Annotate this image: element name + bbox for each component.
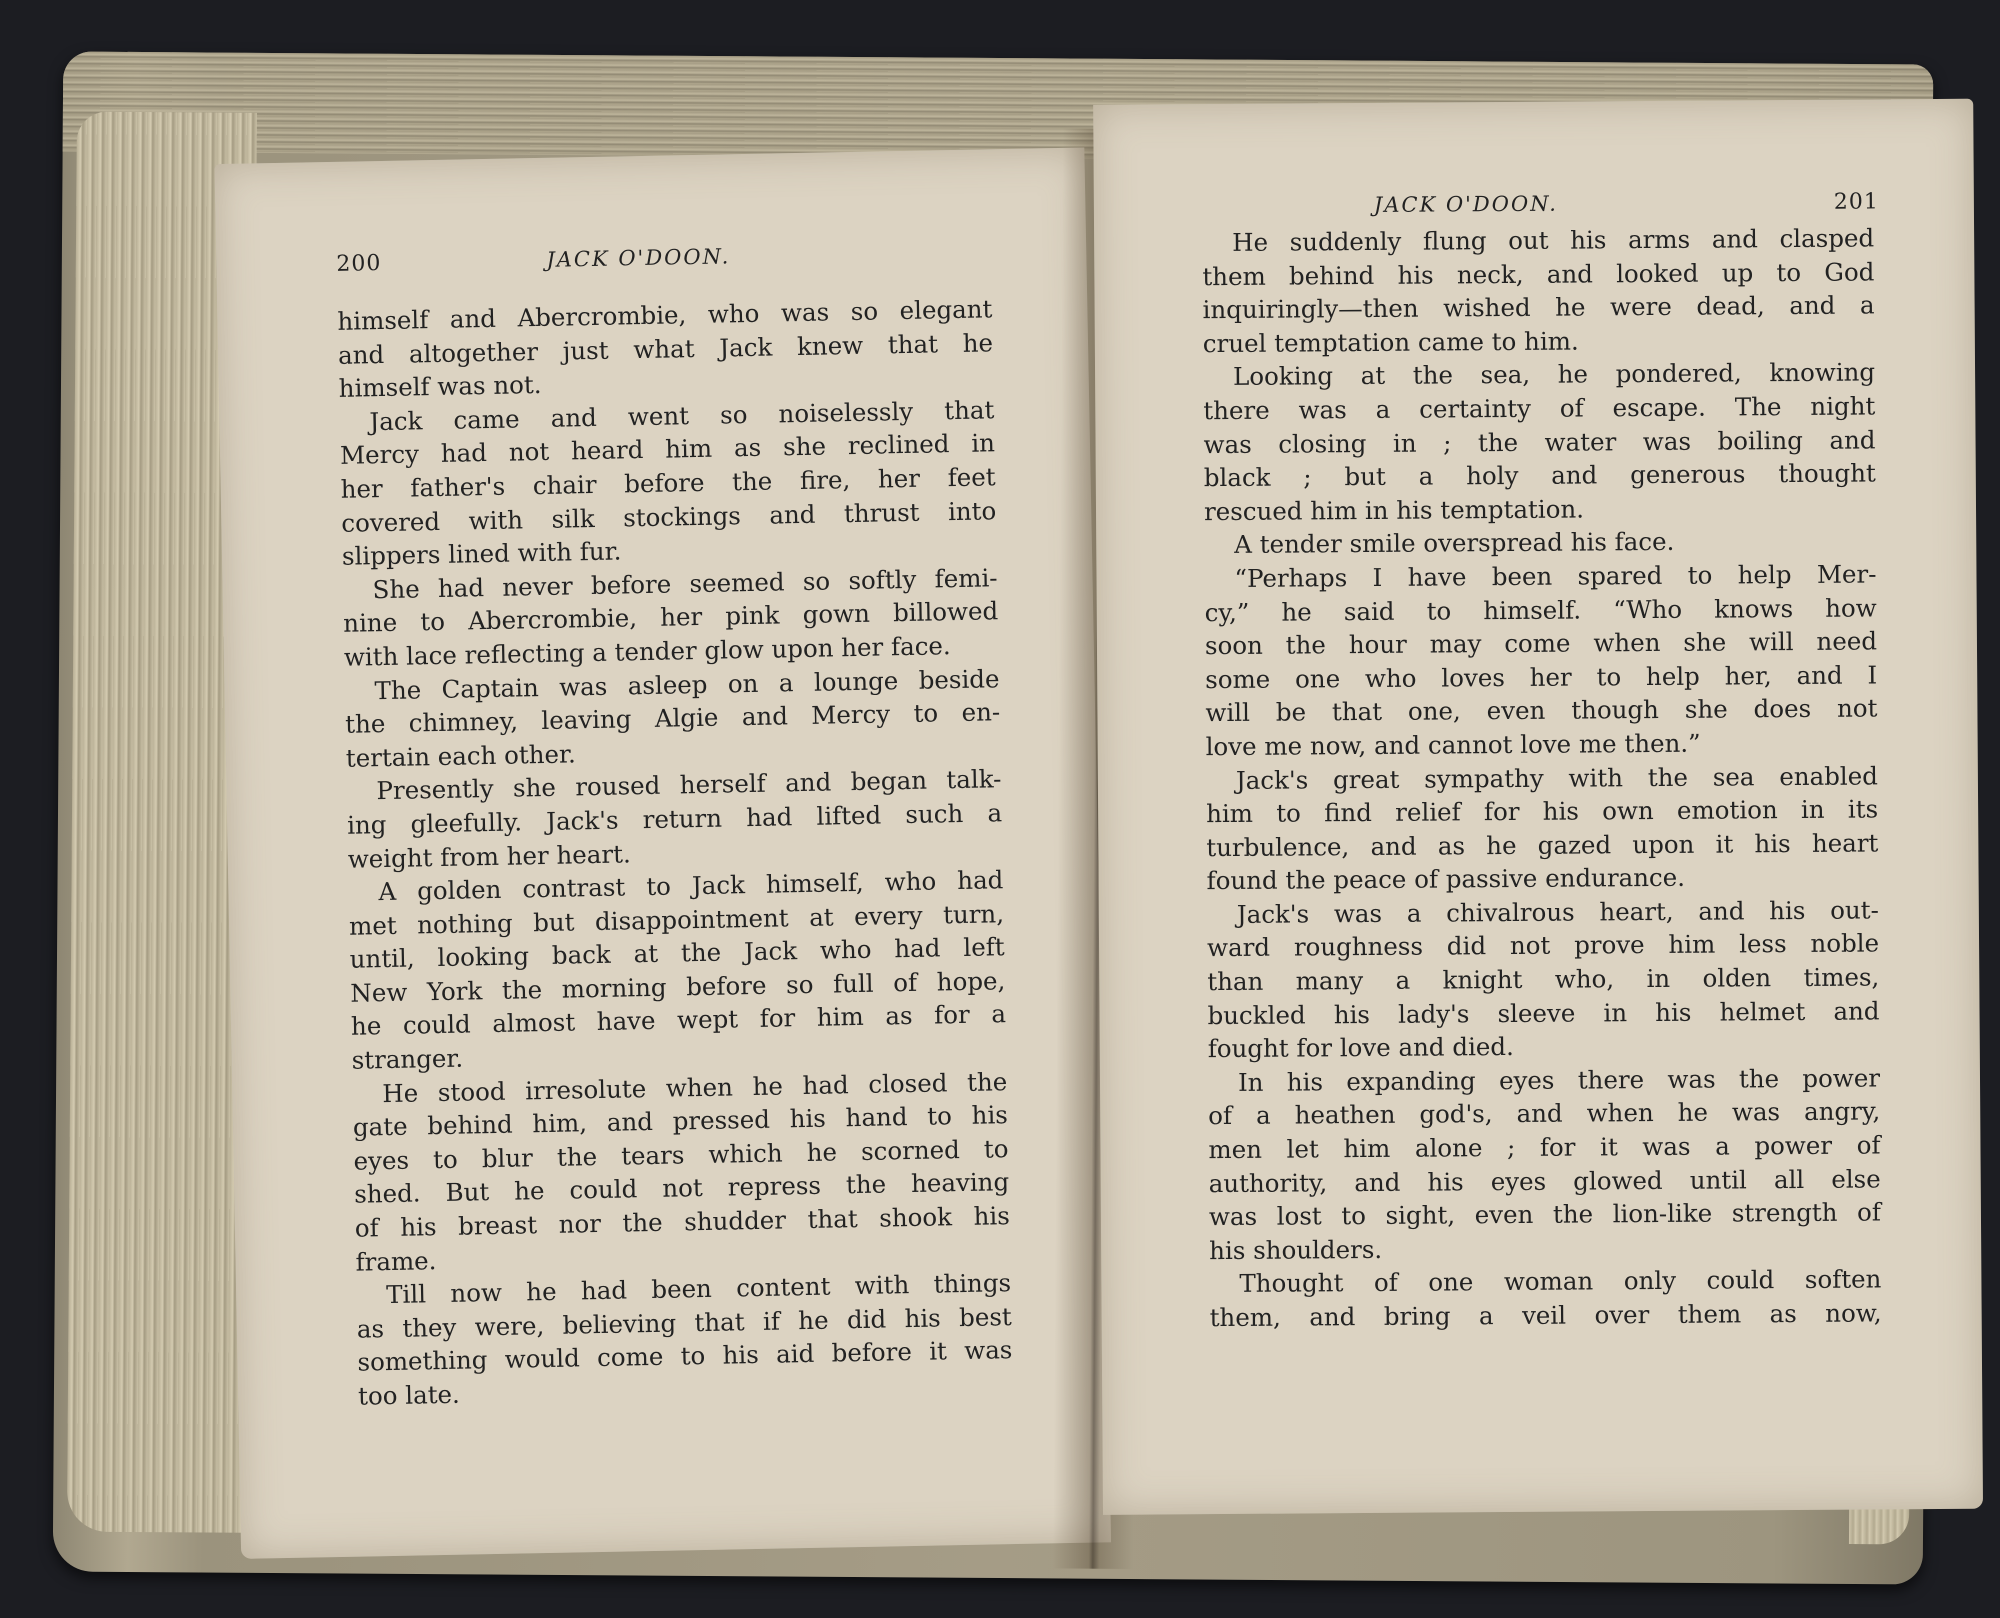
text-line: them behind his neck, and looked up to God [1202, 257, 1875, 291]
text-line: Looking at the sea, he pondered, knowing [1232, 357, 1876, 392]
text-line: his shoulders. [1209, 1234, 1383, 1265]
text-line: Jack's great sympathy with the sea enabled [1235, 760, 1878, 795]
text-line: too late. [357, 1379, 461, 1411]
text-line: slippers lined with fur. [341, 536, 622, 571]
text-line: him to find relief for his own emotion in its [1206, 794, 1879, 829]
text-line: something would come to his aid before it was [357, 1335, 1013, 1378]
page-number: 200 [336, 250, 382, 277]
text-line: In his expanding eyes there was the power [1237, 1063, 1881, 1097]
text-line: nine to Abercrombie, her pink gown billowed [343, 596, 999, 639]
text-line: her father's chair before the fire, her feet [340, 462, 996, 504]
text-line: buckled his lady's sleeve in his helmet and [1207, 996, 1880, 1030]
text-line: Thought of one woman only could soften [1239, 1264, 1882, 1299]
text-line: met nothing but disappointment at every turn, [348, 898, 1005, 941]
text-line: as they were, believing that if he did his best [356, 1301, 1012, 1344]
text-line: men let him alone ; for it was a power of [1208, 1130, 1881, 1165]
text-line: stranger. [351, 1043, 464, 1075]
text-line: Jack's was a chivalrous heart, and his out- [1236, 895, 1879, 929]
text-line: he could almost have wept for him as for a [350, 999, 1007, 1042]
text-line: them, and bring a veil over them as now, [1209, 1298, 1882, 1333]
text-line: eyes to blur the tears which he scorned to [353, 1133, 1009, 1176]
right-page [1093, 99, 1983, 1515]
text-line: ward roughness did not prove him less noble [1206, 928, 1880, 963]
left-page-text [337, 292, 1013, 1413]
text-line: than many a knight who, in olden times, [1207, 962, 1880, 997]
left-running-head [336, 239, 992, 292]
text-line: soon the hour may come when she will need [1204, 626, 1878, 661]
text-line: “Perhaps I have been spared to help Mer- [1234, 559, 1877, 593]
text-line: She had never before seemed so softly femi- [372, 562, 998, 604]
text-line: He stood irresolute when he had closed the [382, 1066, 1008, 1108]
text-line: until, looking back at the Jack who had left [349, 932, 1005, 975]
text-line: covered with silk stockings and thrust into [341, 495, 997, 538]
text-line: shed. But he could not repress the heaving [353, 1167, 1010, 1210]
left-page [214, 147, 1111, 1558]
text-line: Till now he had been content with things [385, 1268, 1012, 1310]
text-line: The Captain was asleep on a lounge beside [374, 663, 1000, 705]
text-line: was closing in ; the water was boiling and [1203, 425, 1876, 459]
text-line: fought for love and died. [1207, 1032, 1514, 1064]
text-line: was lost to sight, even the lion-like strength of [1208, 1197, 1882, 1232]
text-line: love me now, and cannot love me then.” [1205, 728, 1701, 762]
text-line: inquiringly—then wished he were dead, and a [1202, 290, 1875, 325]
text-line: weight from her heart. [347, 838, 631, 874]
text-line: will be that one, even though she does not [1205, 693, 1878, 728]
text-line: himself and Abercrombie, who was so elegant [337, 294, 993, 336]
text-line: there was a certainty of escape. The night [1203, 391, 1876, 426]
text-line: A tender smile overspread his face. [1234, 527, 1675, 560]
running-title: JACK O'DOON. [546, 244, 731, 272]
text-line: some one who loves her to help her, and I [1205, 660, 1878, 694]
text-line: He suddenly flung out his arms and clasped [1232, 223, 1875, 257]
text-line: of his breast nor the shudder that shook his [354, 1201, 1011, 1243]
text-line: ing gleefully. Jack's return had lifted such a [346, 798, 1003, 840]
text-line: with lace reflecting a tender glow upon her face. [343, 631, 951, 672]
text-line: black ; but a holy and generous thought [1203, 458, 1876, 493]
text-line: the chimney, leaving Algie and Mercy to en- [344, 697, 1001, 739]
text-line: rescued him in his temptation. [1203, 494, 1585, 526]
text-line: frame. [355, 1245, 437, 1277]
text-line: himself was not. [338, 370, 542, 404]
open-book [53, 51, 1934, 1584]
text-line: authority, and his eyes glowed until all else [1208, 1164, 1881, 1198]
text-line: cy,” he said to himself. “Who knows how [1204, 592, 1877, 627]
text-line: A golden contrast to Jack himself, who had [378, 865, 1004, 907]
text-line: Mercy had not heard him as she reclined in [339, 428, 996, 471]
text-line: of a heathen god's, and when he was angry, [1208, 1096, 1881, 1131]
right-page-text [1202, 221, 1882, 1334]
text-line: and altogether just what Jack knew that he [337, 327, 994, 370]
text-line: turbulence, and as he gazed upon it his heart [1206, 828, 1879, 862]
page-number: 201 [1833, 189, 1879, 215]
text-line: cruel temptation came to him. [1202, 326, 1579, 358]
text-line: found the peace of passive endurance. [1206, 863, 1686, 896]
text-line: Presently she roused herself and began talk- [376, 764, 1002, 806]
text-line: New York the morning before so full of hope, [350, 966, 1006, 1008]
text-line: gate behind him, and pressed his hand to his [352, 1100, 1009, 1142]
text-line: Jack came and went so noiselessly that [369, 395, 995, 437]
running-title: JACK O'DOON. [1373, 191, 1558, 217]
text-line: tertain each other. [345, 739, 577, 773]
